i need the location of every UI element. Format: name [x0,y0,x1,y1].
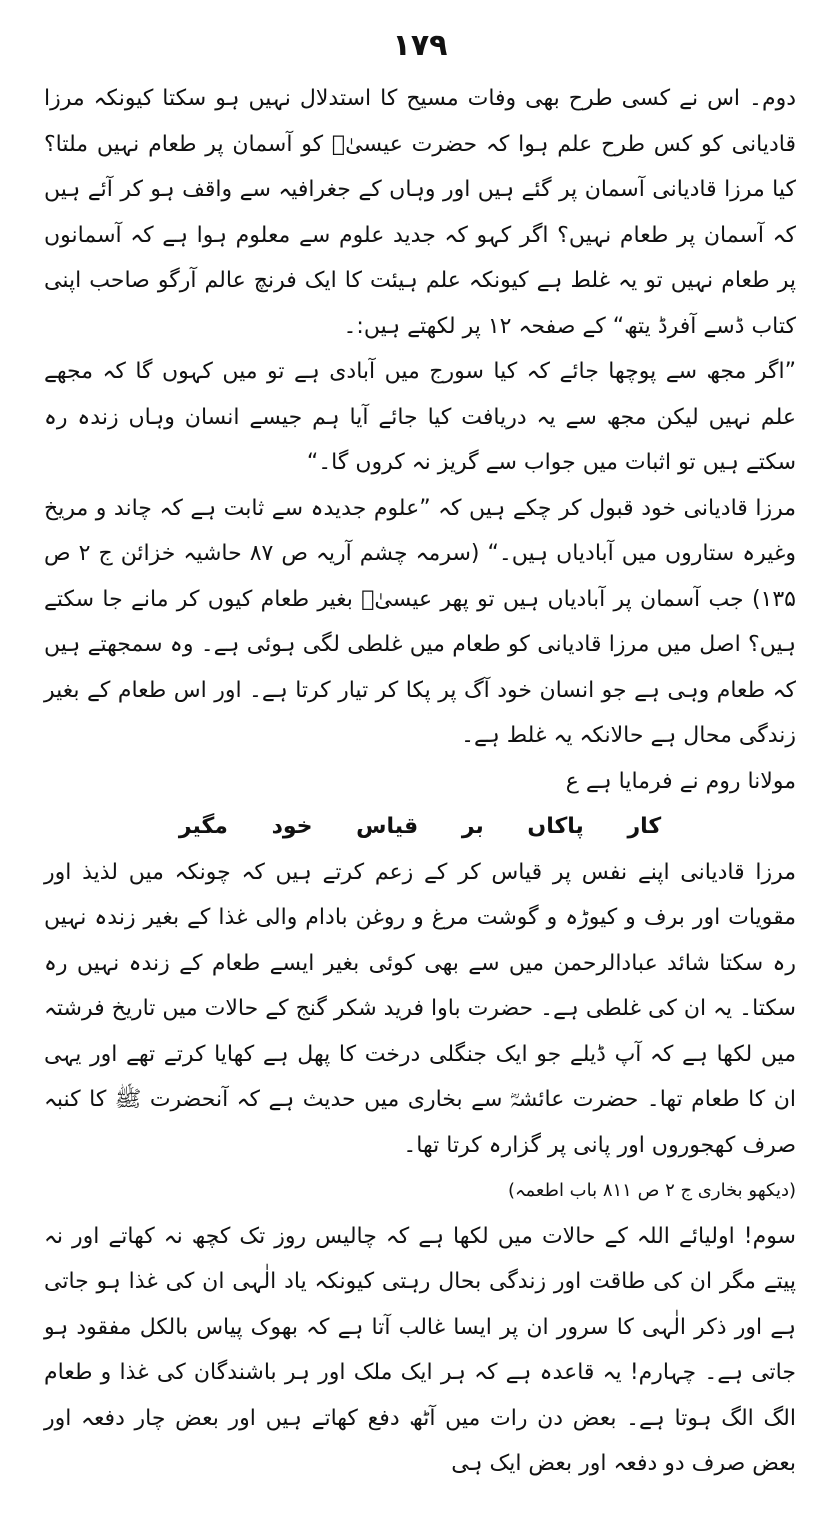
paragraph-quote: ”اگر مجھ سے پوچھا جائے کہ کیا سورج میں آبادی ہے تو میں کہوں گا کہ مجھے علم نہیں لیکن مجھ سے یہ دریافت کیا جائے آیا ہم جیسے انسان وہاں زندہ رہ سکتے ہیں تو اثبات میں جواب سے گریز نہ کروں گا۔“ [44,359,796,475]
paragraph-6: سوم! اولیائے اللہ کے حالات میں لکھا ہے کہ چالیس روز تک کچھ نہ کھاتے اور نہ پیتے مگر ان کی طاقت اور زندگی بحال رہتی کیونکہ یاد الٰہی ان کی غذا ہو جاتی ہے اور ذکر الٰہی کا سرور ان پر ایسا غالب آتا ہے کہ بھوک پیاس بالکل مفقود ہو جاتی ہے۔ چہارم! یہ قاعدہ ہے کہ ہر ایک ملک اور ہر باشندگان کی غذا و طعام الگ الگ ہوتا ہے۔ بعض دن رات میں آٹھ دفع کھاتے ہیں اور بعض چار دفعہ اور بعض صرف دو دفعہ اور بعض ایک ہی [44,1223,796,1476]
verse: کار پاکاں بر قیاس خود مگیر [178,814,662,839]
paragraph-5: مرزا قادیانی اپنے نفس پر قیاس کر کے زعم کرتے ہیں کہ چونکہ میں لذیذ اور مقویات اور برف و کیوڑہ و گوشت مرغ و روغن بادام والی غذا کے بغیر زندہ نہیں رہ سکتا شائد عبادالرحمن میں سے بھی کوئی بغیر ایسے طعام کے زندہ نہیں رہ سکتا۔ یہ ان کی غلطی ہے۔ حضرت باوا فرید شکر گنج کے حالات میں تاریخ فرشتہ میں لکھا ہے کہ آپ ڈیلے جو ایک جنگلی درخت کا پھل ہے کھایا کرتے تھے اور یہی ان کا طعام تھا۔ حضرت عائشہؓ سے بخاری میں حدیث ہے کہ آنحضرت ﷺ کا کنبہ صرف کھجوروں اور پانی پر گزارہ کرتا تھا۔ [44,859,796,1158]
paragraph-3: مرزا قادیانی خود قبول کر چکے ہیں کہ ”علوم جدیدہ سے ثابت ہے کہ چاند و مریخ وغیرہ ستاروں میں آبادیاں ہیں۔“ (سرمہ چشم آریہ ص ۸۷ حاشیہ خزائن ج ۲ ص ۱۳۵) جب آسمان پر آبادیاں ہیں تو پھر عیسیٰؑ بغیر طعام کیوں کر مانے جا سکتے ہیں؟ اصل میں مرزا قادیانی کو طعام میں غلطی لگی ہوئی ہے۔ وہ سمجھتے ہیں کہ طعام وہی ہے جو انسان خود آگ پر پکا کر تیار کرتا ہے۔ اور اس طعام کے بغیر زندگی محال ہے حالانکہ یہ غلط ہے۔ [44,495,796,748]
paragraph-1: دوم۔ اس نے کسی طرح بھی وفات مسیح کا استدلال نہیں ہو سکتا کیونکہ مرزا قادیانی کو کس طرح علم ہوا کہ حضرت عیسیٰؑ کو آسمان پر طعام نہیں ملتا؟ کیا مرزا قادیانی آسمان پر گئے ہیں اور وہاں کے جغرافیہ سے واقف ہو کر آئے ہیں کہ آسمان پر طعام نہیں؟ اگر کہو کہ جدید علوم سے معلوم ہوا ہے کہ آسمانوں پر طعام نہیں تو یہ غلط ہے کیونکہ علم ہیئت کا ایک فرنچ عالم آرگو صاحب اپنی کتاب ڈسے آفرڈ یتھ“ کے صفحہ ۱۲ پر لکھتے ہیں:۔ [44,86,796,339]
reference: (دیکھو بخاری ج ۲ ص ۸۱۱ باب اطعمہ) [507,1180,796,1201]
page-number: ۱۷۹ [392,28,448,63]
body-text [44,76,796,1487]
paragraph-rumi-intro: مولانا روم نے فرمایا ہے ع [565,768,796,794]
